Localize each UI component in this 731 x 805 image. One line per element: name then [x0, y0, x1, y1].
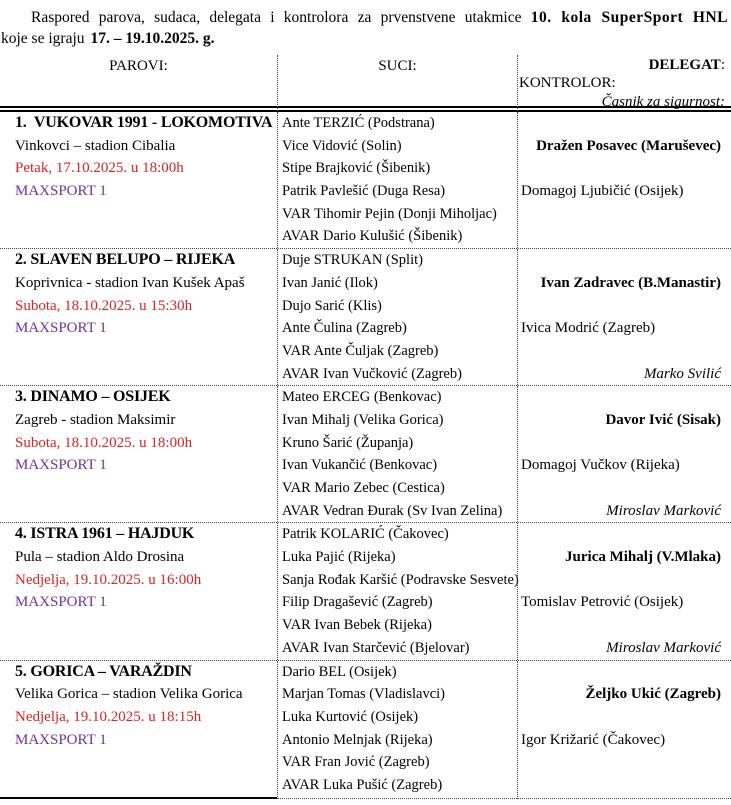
title-line-2 — [1, 28, 728, 49]
match-title: 5. GORICA – VARAŽDIN — [15, 662, 192, 680]
spacer — [0, 363, 277, 386]
referee-assistant-1: Ivan Mihalj (Velika Gorica) — [282, 411, 444, 428]
column-header-delegat — [517, 55, 731, 111]
referee-assistant-1: Vice Vidović (Solin) — [282, 137, 402, 154]
match-referees-cell — [277, 386, 517, 522]
match-venue: Vinkovci – stadion Cibalia — [15, 137, 176, 154]
match-tv-channel: MAXSPORT 1 — [15, 183, 107, 200]
match-datetime: Nedjelja, 19.10.2025. u 16:00h — [15, 571, 202, 588]
title-round-bold: 10. kola SuperSport HNL — [530, 9, 729, 26]
match-venue: Pula – stadion Aldo Drosina — [15, 549, 185, 566]
match-row — [0, 248, 731, 385]
document-title — [0, 0, 731, 55]
referee-avar: AVAR Ivan Starčević (Bjelovar) — [282, 639, 470, 656]
match-tv-channel: MAXSPORT 1 — [15, 731, 107, 748]
spacer — [0, 614, 277, 637]
match-security-officer: Miroslav Marković — [606, 502, 721, 519]
match-referees-cell — [277, 112, 517, 248]
match-officials-cell — [517, 661, 731, 797]
match-controller: Domagoj Ljubičić (Osijek) — [521, 183, 684, 200]
match-officials-cell — [517, 249, 731, 385]
match-title: 4. ISTRA 1961 – HAJDUK — [15, 525, 195, 543]
referee-assistant-2: Luka Kurtović (Osijek) — [282, 708, 419, 725]
match-title: 1. VUKOVAR 1991 - LOKOMOTIVA — [15, 114, 273, 131]
referee-main: Dario BEL (Osijek) — [282, 663, 397, 680]
title-dates-bold: 17. – 19.10.2025. g. — [90, 30, 215, 47]
match-security-officer — [518, 774, 731, 797]
match-datetime: Petak, 17.10.2025. u 18:00h — [15, 160, 184, 177]
match-row — [0, 522, 731, 659]
referee-assistant-2: Kruno Šarić (Županja) — [282, 434, 414, 451]
kontrolor-label: KONTROLOR: — [519, 75, 616, 92]
match-controller: Tomislav Petrović (Osijek) — [521, 594, 684, 611]
match-security-officer: Marko Svilić — [643, 365, 721, 382]
match-datetime: Subota, 18.10.2025. u 15:30h — [15, 297, 193, 314]
spacer — [518, 569, 731, 592]
match-delegate: Jurica Mihalj (V.Mlaka) — [565, 549, 721, 566]
referee-var: VAR Ante Čuljak (Zagreb) — [282, 342, 439, 359]
match-title: 2. SLAVEN BELUPO – RIJEKA — [15, 251, 236, 269]
referee-var: VAR Mario Zebec (Cestica) — [282, 480, 445, 496]
match-delegate: Ivan Zadravec (B.Manastir) — [540, 274, 721, 291]
match-info-cell — [0, 386, 277, 522]
referee-var: VAR Fran Jović (Zagreb) — [282, 754, 430, 771]
match-referees-cell — [277, 249, 517, 385]
match-controller: Ivica Modrić (Zagreb) — [521, 320, 656, 337]
match-officials-cell — [517, 112, 731, 248]
spacer — [0, 477, 277, 500]
match-security-officer: Miroslav Marković — [606, 639, 721, 656]
match-referees-cell — [277, 523, 517, 659]
referee-assistant-2: Sanja Rođak Karšić (Podravske Sesvete) — [282, 571, 519, 588]
referee-main: Ante TERZIĆ (Podstrana) — [282, 115, 435, 131]
spacer — [518, 706, 731, 729]
title-text: Raspored parova, sudaca, delegata i kontrolora za prvenstvene utakmice — [31, 9, 522, 26]
referee-fourth: Ante Čulina (Zagreb) — [282, 320, 407, 337]
bottom-border-dotted-1 — [277, 798, 517, 801]
match-controller: Igor Križarić (Čakovec) — [521, 731, 666, 748]
referee-assistant-2: Stipe Brajković (Šibenik) — [282, 160, 431, 177]
title-dates-prefix: koje se igraju — [1, 30, 85, 47]
referee-main: Mateo ERCEG (Benkovac) — [282, 389, 442, 406]
spacer — [518, 523, 731, 546]
referee-avar: AVAR Ivan Vučković (Zagreb) — [282, 365, 462, 382]
match-row — [0, 660, 731, 797]
match-tv-channel: MAXSPORT 1 — [15, 457, 107, 474]
referee-main: Duje STRUKAN (Split) — [282, 252, 423, 269]
spacer — [518, 340, 731, 363]
spacer — [0, 500, 277, 523]
spacer — [518, 157, 731, 180]
spacer — [0, 340, 277, 363]
spacer — [518, 751, 731, 774]
match-venue: Zagreb - stadion Maksimir — [15, 411, 176, 428]
table-header-row — [0, 55, 731, 112]
match-tv-channel: MAXSPORT 1 — [15, 594, 107, 611]
match-row — [0, 385, 731, 522]
bottom-border-solid — [0, 797, 277, 801]
suci-label: SUCI: — [378, 58, 417, 74]
parovi-label: PAROVI: — [109, 58, 168, 74]
match-venue: Koprivnica - stadion Ivan Kušek Apaš — [15, 274, 245, 291]
match-info-cell — [0, 249, 277, 385]
spacer — [518, 203, 731, 226]
column-header-suci — [277, 55, 517, 111]
match-referees-cell — [277, 661, 517, 797]
referee-main: Patrik KOLARIĆ (Čakovec) — [282, 526, 449, 543]
title-line-1 — [1, 7, 728, 28]
referee-avar: AVAR Vedran Đurak (Sv Ivan Zelina) — [282, 502, 503, 519]
referee-fourth: Patrik Pavlešić (Duga Resa) — [282, 183, 446, 200]
bottom-border-dotted-2 — [517, 798, 731, 801]
match-security-officer — [518, 225, 731, 248]
match-tv-channel: MAXSPORT 1 — [15, 320, 107, 337]
casnik-label: Časnik za sigurnost: — [601, 93, 725, 110]
spacer — [0, 751, 277, 774]
spacer — [0, 637, 277, 660]
spacer — [518, 386, 731, 409]
column-header-parovi — [0, 55, 277, 111]
spacer — [0, 203, 277, 226]
referee-assistant-1: Luka Pajić (Rijeka) — [282, 549, 396, 566]
match-delegate: Željko Ukić (Zagreb) — [585, 686, 721, 703]
referee-var: VAR Tihomir Pejin (Donji Miholjac) — [282, 205, 497, 222]
referee-fourth: Antonio Melnjak (Rijeka) — [282, 731, 433, 748]
referee-assistant-1: Marjan Tomas (Vladislavci) — [282, 686, 446, 703]
match-datetime: Nedjelja, 19.10.2025. u 18:15h — [15, 708, 202, 725]
match-delegate: Davor Ivić (Sisak) — [605, 411, 721, 428]
spacer — [518, 477, 731, 500]
spacer — [518, 295, 731, 318]
match-info-cell — [0, 523, 277, 659]
spacer — [518, 614, 731, 637]
referee-var: VAR Ivan Bebek (Rijeka) — [282, 617, 432, 634]
match-venue: Velika Gorica – stadion Velika Gorica — [15, 686, 243, 703]
delegat-label: DELEGAT: — [648, 57, 725, 73]
referee-fourth: Ivan Vukančić (Benkovac) — [282, 457, 438, 474]
match-info-cell — [0, 661, 277, 797]
match-row — [0, 112, 731, 248]
referee-assistant-1: Ivan Janić (Ilok) — [282, 274, 378, 291]
matches-container — [0, 112, 731, 797]
match-controller: Domagoj Vučkov (Rijeka) — [521, 457, 680, 474]
referee-avar: AVAR Dario Kulušić (Šibenik) — [282, 228, 463, 245]
referee-fourth: Filip Dragašević (Zagreb) — [282, 594, 433, 611]
match-title: 3. DINAMO – OSIJEK — [15, 388, 171, 406]
spacer — [518, 432, 731, 455]
referee-assistant-2: Dujo Sarić (Klis) — [282, 297, 382, 314]
match-officials-cell — [517, 386, 731, 522]
match-delegate: Dražen Posavec (Maruševec) — [536, 137, 721, 154]
match-officials-cell — [517, 523, 731, 659]
match-info-cell — [0, 112, 277, 248]
spacer — [518, 112, 731, 135]
spacer — [518, 661, 731, 684]
referee-avar: AVAR Luka Pušić (Zagreb) — [282, 776, 443, 793]
table-bottom-border — [0, 797, 731, 801]
spacer — [0, 225, 277, 248]
assignments-table — [0, 55, 731, 801]
match-datetime: Subota, 18.10.2025. u 18:00h — [15, 434, 193, 451]
spacer — [0, 774, 277, 797]
spacer — [518, 249, 731, 272]
